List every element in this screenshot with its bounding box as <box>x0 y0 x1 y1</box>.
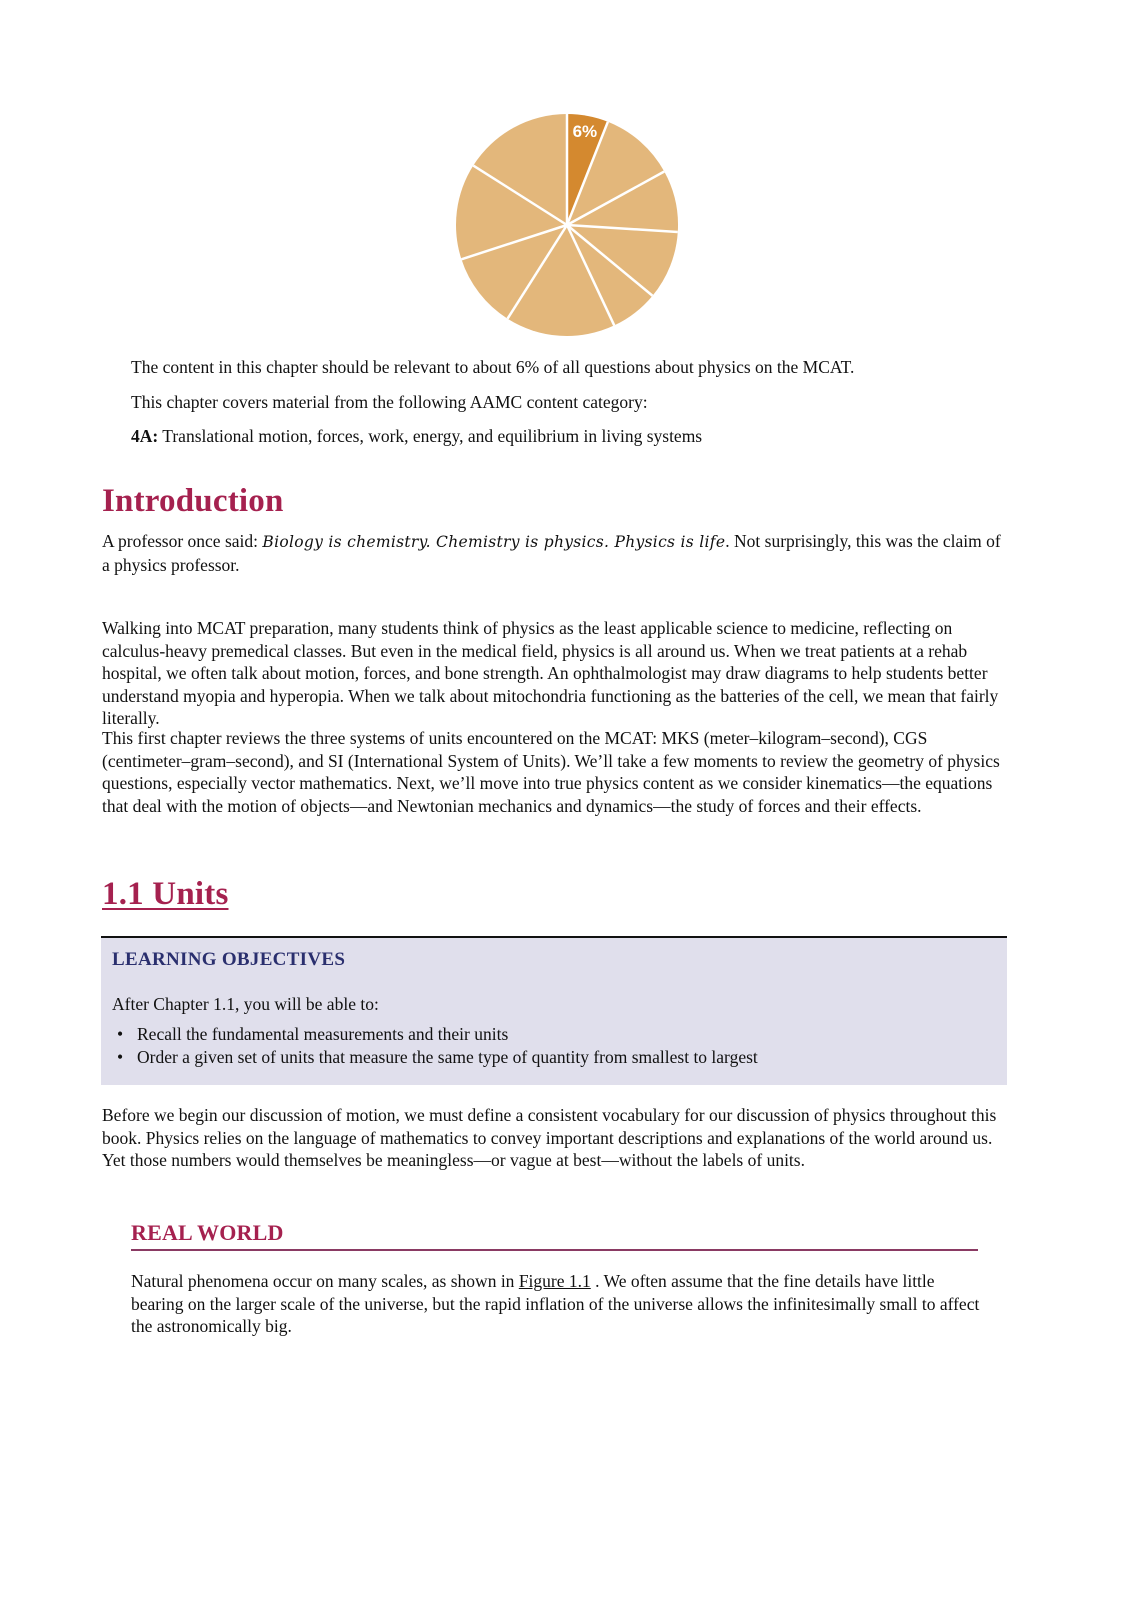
learning-objectives-list <box>112 1023 758 1069</box>
intro-p1-lead: A professor once said: <box>102 531 263 551</box>
category-intro: This chapter covers material from the following AAMC content category: <box>131 391 648 412</box>
pie-slice-label-6pct: 6% <box>572 122 598 142</box>
intro-paragraph-3 <box>102 727 1007 817</box>
intro-p3-text: This first chapter reviews the three systems of units encountered on the MCAT: MKS (meter–kilogram–second), CGS (centimeter–gram–second), and SI (International System of Units). We’ll take a few moments to review the geometry of physics questions, especially vector mathematics. Next, we’ll move into true physics content as we consider kinematics—the equations that deal with the motion of objects—and Newtonian mechanics and dynamics—the study of forces and their effects. <box>102 728 1000 816</box>
intro-p1-quote: Biology is chemistry. Chemistry is physics. Physics is life <box>262 533 726 551</box>
intro-paragraph-2 <box>102 617 1007 730</box>
pie-chart <box>440 102 694 348</box>
category-code: 4A: <box>131 426 159 446</box>
units-paragraph-1 <box>102 1104 1007 1172</box>
learning-objectives-title: LEARNING OBJECTIVES <box>112 949 346 970</box>
intro-paragraph-1 <box>102 530 1007 576</box>
intro-p2-text: Walking into MCAT preparation, many students think of physics as the least applicable science to medicine, reflecting on calculus-heavy premedical classes. But even in the medical field, physics is all around us. When we treat patients at a rehab hospital, we often talk about motion, forces, and bone strength. An ophthalmologist may draw diagrams to help students better understand myopia and hyperopia. When we talk about mitochondria functioning as the batteries of the cell, we mean that fairly literally. <box>102 618 999 729</box>
learning-objectives-intro: After Chapter 1.1, you will be able to: <box>112 994 379 1014</box>
intro-p1-tail: . Not surprisingly, this was the claim of a physics professor. <box>102 531 1001 575</box>
units-section-heading[interactable]: 1.1 Units <box>102 876 229 912</box>
chapter-meta <box>131 356 1031 460</box>
learning-objective-item <box>112 1023 758 1046</box>
bullet-icon: • <box>117 1024 124 1044</box>
learning-objectives-box <box>101 936 1007 1085</box>
real-world-divider <box>131 1249 978 1251</box>
figure-1-1-link[interactable]: Figure 1.1 <box>518 1271 591 1291</box>
pie-chart-svg <box>440 102 694 348</box>
real-world-title: REAL WORLD <box>131 1220 284 1245</box>
learning-objective-item <box>112 1046 758 1069</box>
real-world-text <box>131 1270 981 1338</box>
learning-objective-text: Recall the fundamental measurements and their units <box>137 1024 509 1044</box>
learning-objective-text: Order a given set of units that measure the same type of quantity from smallest to largest <box>137 1047 758 1067</box>
relevance-text: The content in this chapter should be relevant to about 6% of all questions about physics on the MCAT. <box>131 357 855 377</box>
bullet-icon: • <box>117 1047 124 1067</box>
content-category <box>131 425 1031 447</box>
units-p1-text: Before we begin our discussion of motion, we must define a consistent vocabulary for our discussion of physics throughout this book. Physics relies on the language of mathematics to convey important descriptions and explanations of the world around us. Yet those numbers would themselves be meaningless—or vague at best—without the labels of units. <box>102 1105 997 1171</box>
real-world-tail: . We often assume that the fine details have little bearing on the larger scale of the universe, but the rapid inflation of the universe allows the infinitesimally small to affect the astronomically big. <box>131 1271 980 1337</box>
real-world-lead: Natural phenomena occur on many scales, as shown in <box>131 1271 519 1291</box>
category-text: Translational motion, forces, work, energy, and equilibrium in living systems <box>158 426 703 446</box>
introduction-heading: Introduction <box>102 483 284 519</box>
